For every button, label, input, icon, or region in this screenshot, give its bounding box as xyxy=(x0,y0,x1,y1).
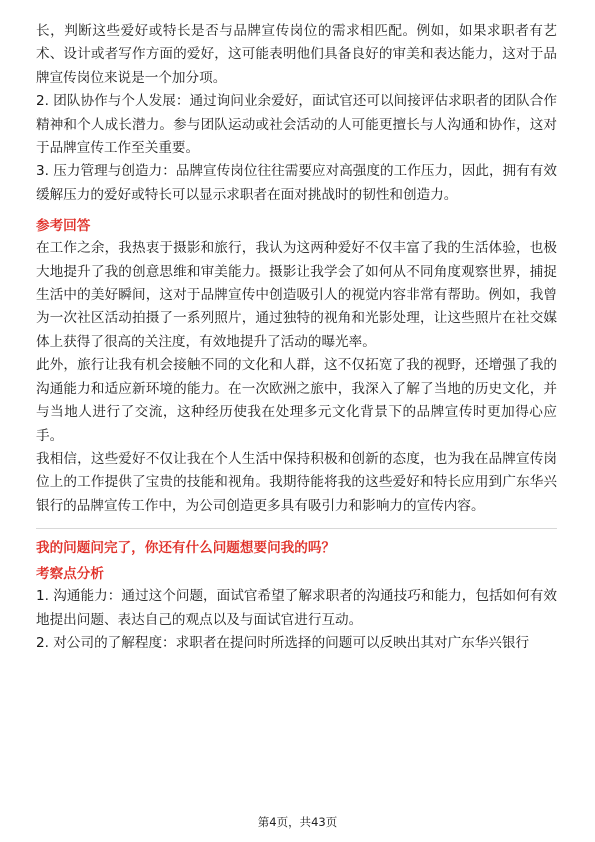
reference-paragraph-1: 在工作之余，我热衷于摄影和旅行，我认为这两种爱好不仅丰富了我的生活体验，也极大地提升了我的创意思维和审美能力。摄影让我学会了如何从不同角度观察世界，捕捉生活中的美好瞬间，这对于品牌宣传中创造吸引人的视觉内容非常有帮助。例如，我曾为一次社区活动拍摄了一系列照片，通过独特的视角和光影处理，让这些照片在社交媒体上获得了很高的关注度，有效地提升了活动的曝光率。 xyxy=(36,240,557,350)
reference-answer-heading: 参考回答 xyxy=(36,218,91,235)
page-number-footer: 第4页，共43页 xyxy=(257,815,338,829)
reference-paragraph-3: 我相信，这些爱好不仅让我在个人生活中保持积极和创新的态度，也为我在品牌宣传岗位上的工作提供了宝贵的技能和视角。我期待能将我的这些爱好和特长应用到广东华兴银行的品牌宣传工作中，为公司创造更多具有吸引力和影响力的宣传内容。 xyxy=(36,450,557,514)
intro-paragraph-2: 2. 团队协作与个人发展：通过询问业余爱好，面试官还可以间接评估求职者的团队合作精神和个人成长潜力。参与团队运动或社会活动的人可能更擅长与人沟通和协作，这对于品牌宣传工作至关重要。 xyxy=(36,93,557,157)
intro-paragraph-3: 3. 压力管理与创造力：品牌宣传岗位往往需要应对高强度的工作压力，因此，拥有有效缓解压力的爱好或特长可以显示求职者在面对挑战时的韧性和创造力。 xyxy=(36,163,557,203)
intro-paragraph-1: 长，判断这些爱好或特长是否与品牌宣传岗位的需求相匹配。例如，如果求职者有艺术、设计或者写作方面的爱好，这可能表明他们具备良好的审美和表达能力，这对于品牌宣传岗位来说是一个加分项。 xyxy=(36,23,557,86)
reference-paragraph-2: 此外，旅行让我有机会接触不同的文化和人群，这不仅拓宽了我的视野，还增强了我的沟通能力和适应新环境的能力。在一次欧洲之旅中，我深入了解了当地的历史文化，并与当地人进行了交流，这种经历使我在处理多元文化背景下的品牌宣传时更加得心应手。 xyxy=(36,357,557,444)
reference-answer-section xyxy=(36,237,557,518)
section-divider xyxy=(36,528,557,529)
question-heading: 我的问题问完了，你还有什么问题想要问我的吗？ xyxy=(36,540,336,557)
analysis-section xyxy=(36,585,557,655)
intro-section xyxy=(36,20,557,207)
analysis-paragraph-1: 1. 沟通能力：通过这个问题，面试官希望了解求职者的沟通技巧和能力，包括如何有效地提出问题、表达自己的观点以及与面试官进行互动。 xyxy=(36,588,557,628)
analysis-heading: 考察点分析 xyxy=(36,566,104,583)
analysis-paragraph-2: 2. 对公司的了解程度：求职者在提问时所选择的问题可以反映出其对广东华兴银行 xyxy=(36,634,530,651)
